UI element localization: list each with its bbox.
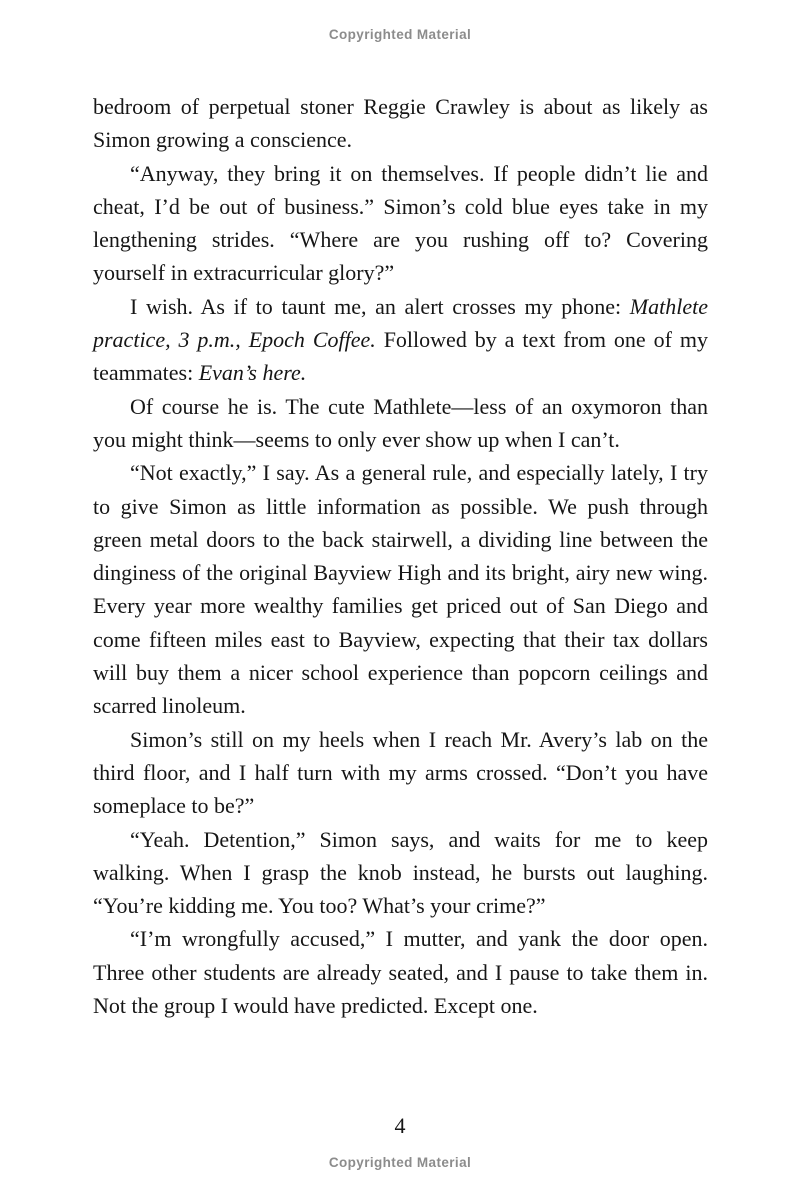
italic-text-segment: Evan’s here. (198, 360, 307, 386)
body-text (93, 90, 708, 1022)
text-segment: Followed by a text from one of my teammates: (93, 327, 708, 386)
paragraph (93, 390, 708, 457)
paragraph (93, 723, 708, 823)
paragraph (93, 456, 708, 722)
paragraph (93, 90, 708, 157)
paragraph (93, 823, 708, 923)
text-segment: bedroom of perpetual stoner Reggie Crawley is about as likely as Simon growing a conscience. (93, 94, 708, 153)
text-segment: “I’m wrongfully accused,” I mutter, and yank the door open. Three other students are already seated, and I pause to take them in. Not the group I would have predicted. Except one. (93, 926, 708, 1019)
copyright-notice-top: Copyrighted Material (328, 27, 472, 42)
text-segment: Simon’s still on my heels when I reach Mr. Avery’s lab on the third floor, and I half turn with my arms crossed. “Don’t you have someplace to be?” (93, 726, 708, 819)
paragraph (93, 157, 708, 290)
paragraph (93, 290, 708, 390)
text-segment: “Not exactly,” I say. As a general rule, and especially lately, I try to give Simon as little information as possible. We push through green metal doors to the back stairwell, a dividing line between the dinginess of the original Bayview High and its bright, airy new wing. Every year more wealthy families get priced out of San Diego and come fifteen miles east to Bayview, expecting that their tax dollars will buy them a nicer school experience than popcorn ceilings and scarred linoleum. (93, 460, 708, 719)
copyright-notice-bottom: Copyrighted Material (328, 1155, 472, 1170)
text-segment: “Yeah. Detention,” Simon says, and waits for me to keep walking. When I grasp the knob instead, he bursts out laughing. “You’re kidding me. You too? What’s your crime?” (93, 826, 708, 919)
page-number: 4 (394, 1113, 406, 1138)
paragraph (93, 922, 708, 1022)
text-segment: “Anyway, they bring it on themselves. If people didn’t lie and cheat, I’d be out of business.” Simon’s cold blue eyes take in my lengthening strides. “Where are you rushing off to? Covering yourself in extracurricular glory?” (93, 160, 708, 286)
text-segment: Of course he is. The cute Mathlete—less of an oxymoron than you might think—seems to only ever show up when I can’t. (93, 393, 708, 452)
italic-text-segment: Mathlete practice, 3 p.m., Epoch Coffee. (93, 293, 708, 353)
text-segment: I wish. As if to taunt me, an alert crosses my phone: (130, 293, 630, 319)
